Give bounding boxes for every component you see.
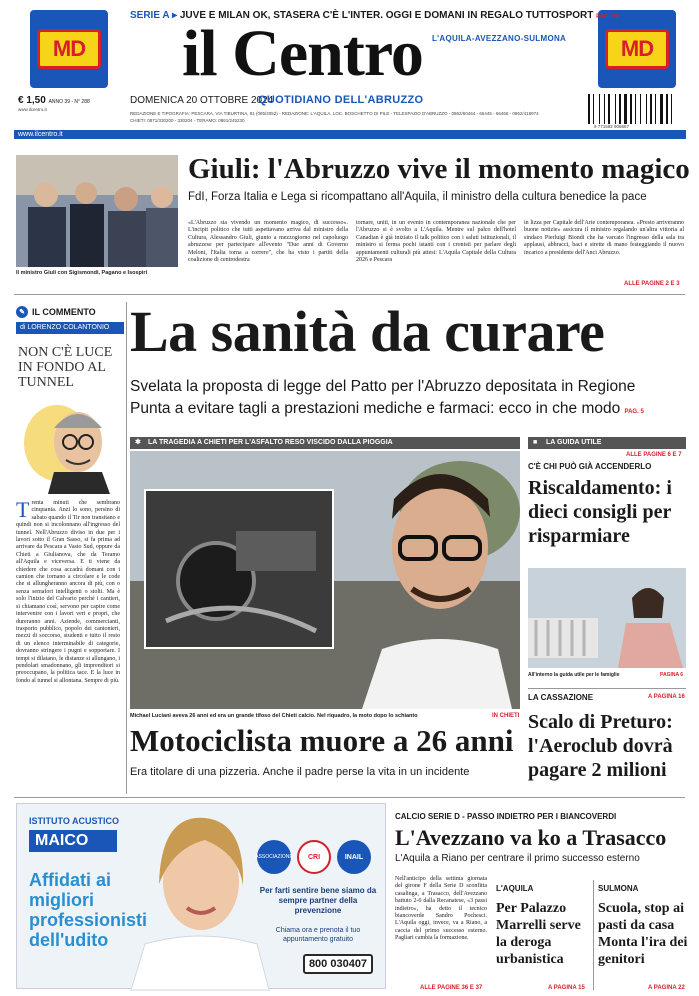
- sport-body: Nell'anticipo della settima giornata del girone F della Serie D sconfitta casalinga, a Trasacco, dell'Avezzano battuto 2-0 dalla Recanatese, «3 passi indietro», ha detto il tecnico biancoverde Sandro Pochesci. L'Aquila oggi, invece, va a Riano, a caccia del primo successo esterno. Pagliari cambia la formazione.: [395, 876, 487, 942]
- crash-photo-caption: Michael Luciani aveva 26 anni ed era un grande tifoso del Chieti calcio. Nel riquadro, la moto dopo lo schianto: [130, 713, 418, 719]
- barcode-bar: [664, 94, 665, 124]
- tragedy-subhead: Era titolare di una pizzeria. Anche il padre perse la vita in un incidente: [130, 766, 470, 778]
- main-subhead-2: [130, 400, 644, 418]
- lead-page-ref[interactable]: ALLE PAGINE 2 E 3: [624, 281, 680, 287]
- aquila-kicker: L'AQUILA: [496, 884, 534, 893]
- column-rule: [593, 880, 594, 990]
- column-rule: [126, 302, 127, 794]
- barcode-bar: [648, 94, 649, 124]
- commento-title[interactable]: NON C'È LUCE IN FONDO AL TUNNEL: [18, 345, 113, 390]
- barcode-bar: [673, 94, 675, 124]
- barcode-number: 9 771592 906667: [594, 124, 630, 129]
- topbar-page: PAG. 33: [596, 14, 619, 20]
- sport-headline[interactable]: L'Avezzano va ko a Trasacco: [395, 825, 667, 850]
- barcode-bar: [604, 94, 605, 124]
- barcode-bar: [599, 94, 600, 124]
- newspaper-subtitle: QUOTIDIANO DELL'ABRUZZO: [258, 94, 424, 106]
- barcode-bar: [650, 94, 652, 124]
- sport-kicker: CALCIO SERIE D - PASSO INDIETRO PER I BIANCOVERDI: [395, 812, 617, 821]
- tragedy-tag: [130, 437, 520, 449]
- barcode-bar: [642, 94, 645, 124]
- md-logo-right[interactable]: [598, 10, 676, 88]
- ad-model-photo: [121, 804, 271, 990]
- topbar-teaser[interactable]: SERIE A ▸ JUVE E MILAN OK, STASERA C'È L'INTER. OGGI E DOMANI IN REGALO TUTTOSPORT PAG. 33: [130, 10, 619, 21]
- divider: [528, 688, 686, 689]
- main-page-ref[interactable]: PAG. 5: [624, 409, 644, 415]
- victim-portrait: [362, 459, 512, 709]
- barcode: [588, 94, 680, 124]
- commento-body: [16, 497, 120, 685]
- barcode-bar: [595, 94, 598, 124]
- site-bar: [14, 130, 686, 139]
- barcode-bar: [657, 94, 659, 124]
- newspaper-brand: il Centro: [182, 17, 423, 90]
- barcode-bar: [622, 94, 623, 124]
- price: [18, 95, 90, 106]
- author-caricature: [22, 398, 120, 494]
- commento-author: di LORENZO COLANTONIO: [16, 322, 124, 334]
- ad-badge-icon: INAIL: [337, 840, 371, 874]
- heating-photo-caption: All'interno la guida utile per le famiglie: [528, 672, 620, 678]
- aquila-page-ref[interactable]: A PAGINA 15: [548, 985, 585, 991]
- heating-photo[interactable]: [528, 568, 686, 668]
- cassazione-headline[interactable]: Scalo di Preturo: l'Aeroclub dovrà pagare 2 milioni: [528, 711, 673, 781]
- site-bar-url[interactable]: www.ilcentro.it: [18, 131, 63, 138]
- sulmona-headline[interactable]: Scuola, stop ai pasti da casa Monta l'ira dei genitori: [598, 901, 688, 967]
- redaction-info: REDAZIONE E TIPOGRAFIA: PESCARA, VIA TIBURTINA, 91 (085/2052) - REDAZIONE: L'AQUILA, LOC. BOSCHETTO DI PILE - TELESPAZIO D'ABRUZZO - 0862/60464 - 66445 - 66466 - 0862/418974: [130, 111, 539, 116]
- ad-badges: [257, 840, 371, 874]
- ad-cta: Chiama ora e prenota il tuo appuntamento gratuito: [275, 927, 361, 943]
- sport-page-ref[interactable]: ALLE PAGINE 36 E 37: [420, 985, 483, 991]
- barcode-bar: [593, 94, 594, 124]
- commento-label: IL COMMENTO: [32, 307, 96, 317]
- main-headline[interactable]: La sanità da curare: [130, 299, 605, 364]
- barcode-bar: [630, 94, 632, 124]
- issue-date: DOMENICA 20 OTTOBRE 2024: [130, 95, 274, 106]
- lead-col-3: in lizza per Capitale dell'Arte contemporanea. «Presto arriveranno buone notizie» assicura il ministro regalando un'altra vittoria al sindaco Pierluigi Biondi che ha varcato l'ingresso della sala tra applausi, abbracci, baci e strette di mano festeggiando il nuovo incarico a presidente dell'Anci Abruzzo.: [524, 220, 684, 256]
- brand-cities: L'AQUILA-AVEZZANO-SULMONA: [432, 34, 567, 43]
- site-url[interactable]: www.ilcentro.it: [18, 107, 47, 112]
- redaction-info-2: CHIETI: 0871/330200 - 330204 - TERAMO: 0861/245230: [130, 118, 245, 123]
- cassazione-kicker: LA CASSAZIONE: [528, 693, 594, 702]
- barcode-bar: [669, 94, 670, 124]
- barcode-bar: [606, 94, 607, 124]
- barcode-bar: [646, 94, 647, 124]
- sulmona-kicker: SULMONA: [598, 884, 639, 893]
- sulmona-page-ref[interactable]: A PAGINA 22: [648, 985, 685, 991]
- aquila-headline[interactable]: Per Palazzo Marrelli serve la deroga urbanistica: [496, 901, 581, 967]
- barcode-bar: [655, 94, 656, 124]
- ad-badge-icon: CRI: [297, 840, 331, 874]
- issue-number: ANNO 39 - N° 288: [48, 99, 90, 105]
- ad-brand-top: ISTITUTO ACUSTICO: [29, 816, 119, 826]
- ad-phone[interactable]: 800 030407: [303, 954, 373, 974]
- barcode-bar: [601, 94, 603, 124]
- asterisk-icon: ✱: [135, 439, 141, 446]
- tragedy-tag-text: LA TRAGEDIA A CHIETI PER L'ASFALTO RESO VISCIDO DALLA PIOGGIA: [148, 439, 393, 446]
- lead-headline[interactable]: Giuli: l'Abruzzo vive il momento magico: [188, 153, 690, 185]
- barcode-bar: [633, 94, 634, 124]
- barcode-bar: [628, 94, 629, 124]
- barcode-bar: [619, 94, 621, 124]
- tragedy-page-ref[interactable]: IN CHIETI: [492, 713, 520, 719]
- minister-photo-caption: Il ministro Giuli con Sigismondi, Pagano e Isospiri: [16, 270, 148, 276]
- barcode-bar: [615, 94, 616, 124]
- crash-photo[interactable]: [130, 451, 520, 709]
- heating-photo-page[interactable]: PAGINA 6: [660, 672, 684, 678]
- barcode-bar: [660, 94, 663, 124]
- commento-text: renta minuti che sembrano cinquanta. Anzi lo sono, persino di sabato quando il Tir non transitano e quindi non si incolonnano all'ingresso del tunnel. Nell'Abruzzo diviso in due per i lavori sotto il Gran Sasso, si fa prima ad arrivare da Pescara a Vasto Sud, oppure da Chieti a Giulianova, che da Teramo all'Aquila e viceversa. E ti viene da chiedere che cosa accadrà domani con i camion che tornano a circolare e le code che si allungheranno ancora di più, con o senza semafori intelligenti o stolti. Ma è solo l'inizio del Calvario perché i cantieri, si chiamano così, servono per capire come intervenire con i lavori veri e propri, che dureranno anni. Aziende, commercianti, trasporto pubblico, popolo dei cantonieri, mezzi di soccorso, studenti e tutto il resto di un elenco interminabile di categorie, dovranno stringere i pugni e sopportare. I tempi si dilatano, le distanze si allungano, i pendolari smadonnano, gli imprenditori si preoccupano, la politica tace. E la luce in fondo al tunnel si allontana. Sempre di più.: [16, 500, 120, 684]
- ad-headline: Affidati ai migliori professionisti dell'udito: [29, 870, 148, 950]
- md-logo-left[interactable]: [30, 10, 108, 88]
- ad-claim: Per farti sentire bene siamo da sempre partner della prevenzione: [259, 886, 377, 915]
- barcode-bar: [635, 94, 636, 124]
- main-subhead-1: Svelata la proposta di legge del Patto per l'Abruzzo depositata in Regione: [130, 378, 636, 395]
- guida-tag: [528, 437, 686, 449]
- lead-col-1: «L'Abruzzo sta vivendo un momento magico, di successo». L'incipit politico che tutti aspettavano arriva dal ministro della Cultura, Alessandro Giuli, giunto a mezzogiorno nel capoluogo abruzzese per partecipare all'evento "Due anni di Governo Meloni, l'Italia torna a correre", che ha visto i partiti della coalizione di centrodestra: [188, 220, 348, 264]
- barcode-bar: [666, 94, 668, 124]
- sport-subhead: L'Aquila a Riano per centrare il primo successo esterno: [395, 853, 640, 864]
- square-icon: ■: [533, 439, 538, 446]
- commento-icon: ✎: [16, 306, 28, 318]
- md-logo-text: MD: [620, 36, 654, 61]
- barcode-bar: [611, 94, 614, 124]
- lead-col-2: tornare, uniti, in un evento in contemporanea nazionale che per l'Abruzzo si è svolto a L'Aquila. Mentre sul palco dell'hotel Canadian è già iniziato il talk politico con i saluti istituzionali, il ministro si ferma pochi istanti con i cronisti per parlare degli appuntamenti culturali più attesi: L'Aquila Capitale della Cultura 2026 e Pescara: [356, 220, 516, 264]
- barcode-bar: [591, 94, 592, 124]
- commento-dropcap: T: [16, 497, 30, 522]
- barcode-bar: [671, 94, 672, 124]
- barcode-bar: [653, 94, 654, 124]
- main-subhead-2-text: Punta a evitare tagli a prestazioni mediche e farmaci: ecco in che modo: [130, 400, 621, 417]
- barcode-bar: [637, 94, 639, 124]
- guida-tag-text: LA GUIDA UTILE: [546, 439, 602, 446]
- cassazione-page-ref[interactable]: A PAGINA 16: [648, 694, 685, 700]
- lead-subhead: FdI, Forza Italia e Lega si ricompattano all'Aquila, il ministro della cultura benedice la pace: [188, 191, 647, 203]
- barcode-bar: [640, 94, 641, 124]
- topbar-tag: SERIE A: [130, 10, 170, 21]
- guida-kicker: C'È CHI PUÒ GIÀ ACCENDERLO: [528, 462, 652, 471]
- maico-ad[interactable]: [16, 803, 386, 989]
- crashed-motorbike-inset: [144, 489, 334, 649]
- barcode-bar: [617, 94, 618, 124]
- divider: [14, 294, 685, 295]
- ad-badge-icon: ASSOCIAZIONE: [257, 840, 291, 874]
- price-value: € 1,50: [18, 95, 46, 106]
- commento-header: [16, 305, 124, 319]
- ad-brand: MAICO: [29, 830, 117, 852]
- barcode-bar: [588, 94, 590, 124]
- barcode-bar: [608, 94, 610, 124]
- minister-photo[interactable]: [16, 155, 178, 267]
- divider: [14, 797, 685, 798]
- tragedy-headline[interactable]: Motociclista muore a 26 anni: [130, 723, 514, 758]
- barcode-bar: [624, 94, 627, 124]
- guida-page-ref[interactable]: ALLE PAGINE 6 E 7: [626, 452, 682, 458]
- md-logo-text: MD: [52, 36, 86, 61]
- guida-headline[interactable]: Riscaldamento: i dieci consigli per risparmiare: [528, 477, 672, 547]
- topbar-text: JUVE E MILAN OK, STASERA C'È L'INTER. OGGI E DOMANI IN REGALO TUTTOSPORT: [179, 10, 594, 21]
